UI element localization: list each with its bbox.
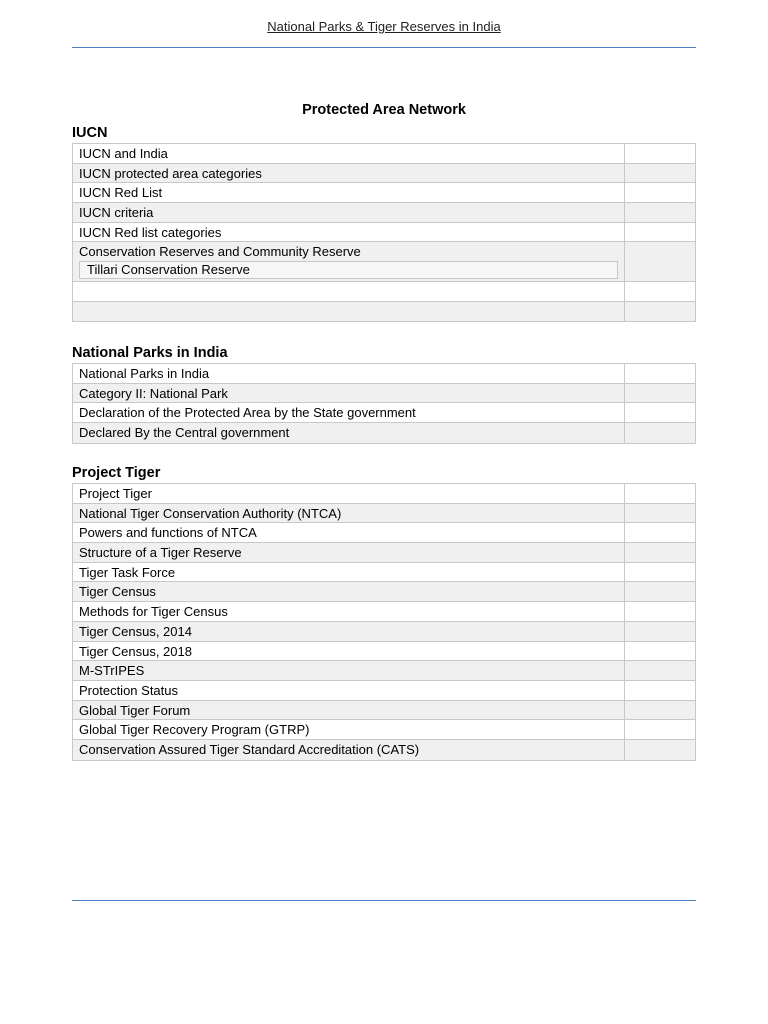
toc-page-cell <box>625 740 695 760</box>
toc-entry: Declaration of the Protected Area by the State government <box>73 403 625 422</box>
footer-rule <box>72 900 696 901</box>
toc-entry: IUCN and India <box>73 144 625 163</box>
toc-table-iucn <box>72 143 696 322</box>
toc-row[interactable] <box>73 543 695 563</box>
toc-page-cell <box>625 484 695 503</box>
section-national-parks <box>72 343 696 444</box>
toc-page-cell <box>625 302 695 322</box>
toc-row[interactable] <box>73 403 695 423</box>
toc-entry: Tiger Census <box>73 582 625 601</box>
toc-row[interactable] <box>73 242 695 281</box>
toc-page-cell <box>625 602 695 621</box>
toc-row[interactable] <box>73 384 695 404</box>
section-heading-project-tiger: Project Tiger <box>72 465 161 481</box>
toc-entry-empty <box>73 302 625 322</box>
toc-row[interactable] <box>73 602 695 622</box>
toc-page-cell <box>625 203 695 222</box>
toc-page-cell <box>625 242 695 280</box>
toc-page-cell <box>625 622 695 641</box>
toc-page-cell <box>625 282 695 301</box>
toc-row[interactable] <box>73 661 695 681</box>
toc-entry: IUCN Red List <box>73 183 625 202</box>
toc-row[interactable] <box>73 563 695 583</box>
toc-row[interactable] <box>73 203 695 223</box>
toc-table-project-tiger <box>72 483 696 761</box>
toc-page-cell <box>625 582 695 601</box>
toc-entry: Category II: National Park <box>73 384 625 403</box>
toc-row[interactable] <box>73 423 695 443</box>
toc-entry-text: Conservation Reserves and Community Reserve <box>79 244 361 260</box>
toc-entry-empty <box>73 282 625 301</box>
toc-row[interactable] <box>73 183 695 203</box>
toc-page-cell <box>625 720 695 739</box>
toc-page-cell <box>625 384 695 403</box>
toc-row[interactable] <box>73 622 695 642</box>
toc-table-national-parks <box>72 363 696 444</box>
toc-row[interactable] <box>73 701 695 721</box>
toc-row[interactable] <box>73 364 695 384</box>
toc-page-cell <box>625 423 695 443</box>
section-project-tiger <box>72 463 696 761</box>
toc-entry: Global Tiger Forum <box>73 701 625 720</box>
toc-entry: Protection Status <box>73 681 625 700</box>
toc-row[interactable] <box>73 504 695 524</box>
toc-page-cell <box>625 642 695 661</box>
toc-page-cell <box>625 543 695 562</box>
toc-row-empty <box>73 282 695 302</box>
toc-entry: Conservation Assured Tiger Standard Accreditation (CATS) <box>73 740 625 760</box>
toc-entry: Structure of a Tiger Reserve <box>73 543 625 562</box>
toc-row-empty <box>73 302 695 322</box>
toc-row[interactable] <box>73 681 695 701</box>
toc-sub-entry[interactable]: Tillari Conservation Reserve <box>79 261 618 279</box>
toc-entry: National Parks in India <box>73 364 625 383</box>
toc-entry: M-STrIPES <box>73 661 625 680</box>
toc-row[interactable] <box>73 642 695 662</box>
toc-entry: National Tiger Conservation Authority (NTCA) <box>73 504 625 523</box>
toc-entry: Tiger Task Force <box>73 563 625 582</box>
toc-page-cell <box>625 364 695 383</box>
section-iucn <box>72 123 696 322</box>
toc-row[interactable] <box>73 720 695 740</box>
toc-page-cell <box>625 563 695 582</box>
toc-entry: IUCN Red list categories <box>73 223 625 242</box>
toc-entry: Declared By the Central government <box>73 423 625 443</box>
toc-page-cell <box>625 681 695 700</box>
toc-page-cell <box>625 144 695 163</box>
toc-entry: IUCN protected area categories <box>73 164 625 183</box>
toc-entry: Methods for Tiger Census <box>73 602 625 621</box>
toc-page-cell <box>625 701 695 720</box>
toc-entry: Tiger Census, 2018 <box>73 642 625 661</box>
toc-entry: Project Tiger <box>73 484 625 503</box>
toc-row[interactable] <box>73 582 695 602</box>
section-heading-iucn: IUCN <box>72 125 108 141</box>
toc-row[interactable] <box>73 164 695 184</box>
toc-page-cell <box>625 504 695 523</box>
toc-entry: Global Tiger Recovery Program (GTRP) <box>73 720 625 739</box>
toc-page-cell <box>625 164 695 183</box>
toc-page-cell <box>625 661 695 680</box>
header-rule <box>72 47 696 48</box>
toc-entry <box>73 242 625 280</box>
toc-entry: Tiger Census, 2014 <box>73 622 625 641</box>
toc-page-cell <box>625 223 695 242</box>
toc-page-cell <box>625 403 695 422</box>
toc-row[interactable] <box>73 484 695 504</box>
toc-row[interactable] <box>73 523 695 543</box>
running-header: National Parks & Tiger Reserves in India <box>267 19 501 34</box>
toc-page-cell <box>625 523 695 542</box>
toc-entry: IUCN criteria <box>73 203 625 222</box>
toc-row[interactable] <box>73 223 695 243</box>
toc-row[interactable] <box>73 740 695 760</box>
toc-entry: Powers and functions of NTCA <box>73 523 625 542</box>
toc-row[interactable] <box>73 144 695 164</box>
toc-page-cell <box>625 183 695 202</box>
document-title: Protected Area Network <box>302 102 466 118</box>
section-heading-national-parks: National Parks in India <box>72 345 228 361</box>
